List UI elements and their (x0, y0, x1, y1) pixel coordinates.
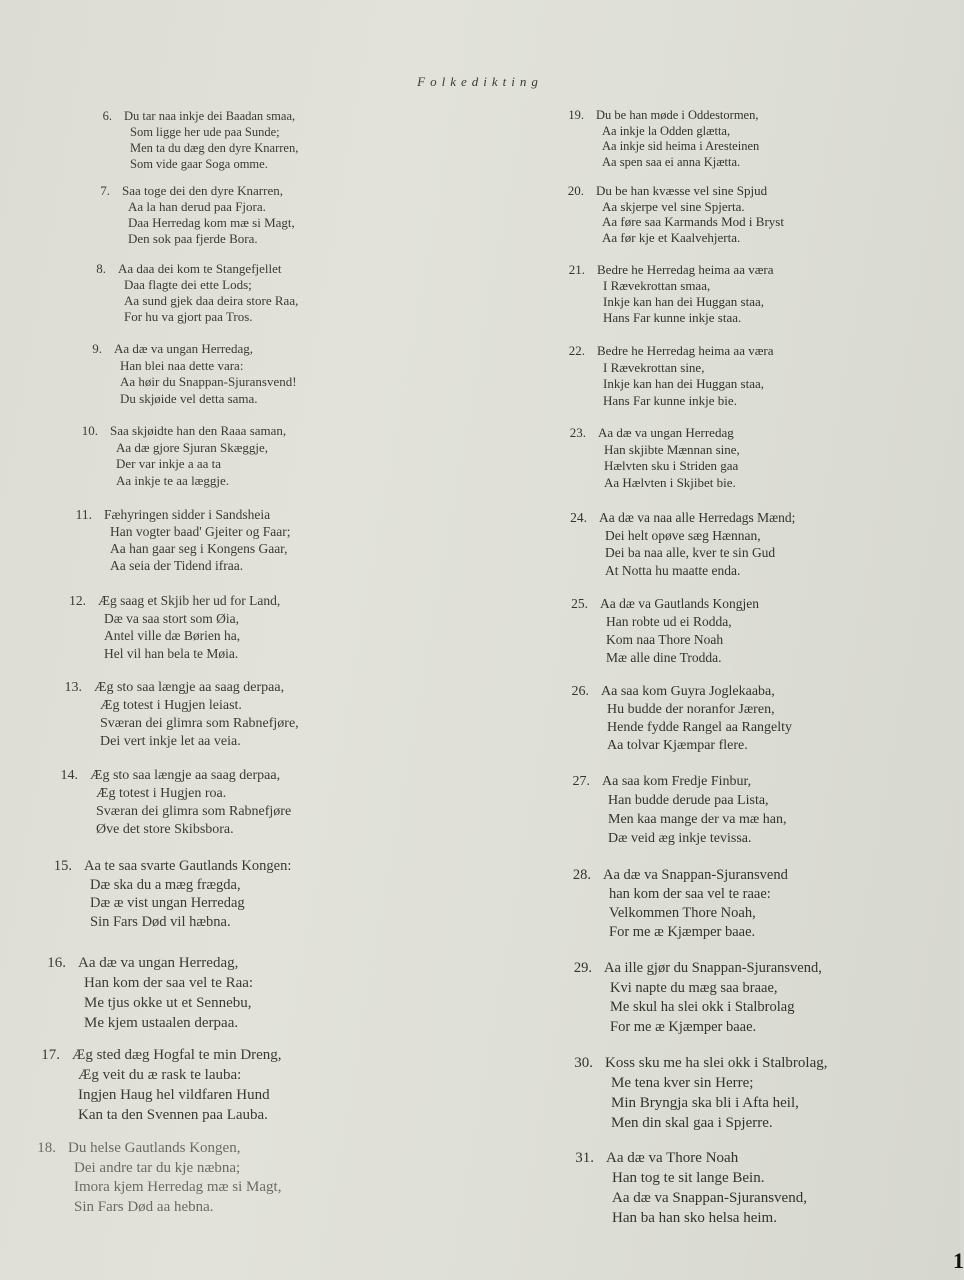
verse-line: Hans Far kunne inkje staa. (603, 310, 742, 325)
verse-line: Aa spen saa ei anna Kjætta. (602, 154, 741, 169)
stanza-number: 31. (575, 1150, 594, 1166)
verse-line: Der var inkje a aa ta (116, 456, 222, 471)
verse-line: Dei vert inkje let aa veia. (100, 734, 241, 749)
stanza-number: 17. (41, 1047, 60, 1063)
verse-line: Aa skjerpe vel sine Spjerta. (602, 198, 745, 214)
verse-line: Han robte ud ei Rodda, (606, 614, 732, 629)
verse-line: Aa dæ va ungan Herredag, (114, 341, 253, 356)
stanza-lines (110, 423, 286, 489)
verse-line: Æg sto saa længje aa saag derpaa, (94, 680, 285, 695)
verse-line: Aa dæ va Snappan-Sjuransvend (603, 867, 788, 883)
verse-line: Inkje kan han dei Huggan staa, (603, 294, 765, 309)
stanza-lines (104, 506, 291, 574)
stanza-lines (597, 343, 774, 409)
verse-line: Sin Fars Død aa hebna. (74, 1198, 214, 1215)
verse-line: Han vogter baad' Gjeiter og Faar; (110, 524, 291, 539)
verse-line: Dæ æ vist ungan Herredag (90, 895, 245, 911)
stanza-lines (124, 108, 298, 172)
verse-line: Du be han møde i Oddestormen, (596, 108, 759, 122)
stanza-number: 25. (571, 596, 588, 611)
verse-line: Bedre he Herredag heima aa væra (597, 343, 774, 358)
verse-line: Aa før kje et Kaalvehjerta. (602, 229, 741, 245)
stanza-lines (606, 1148, 807, 1228)
verse-line: Han ba han sko helsa heim. (612, 1210, 777, 1226)
verse-line: Aa han gaar seg i Kongens Gaar, (110, 541, 288, 556)
verse-line: Hende fydde Rangel aa Rangelty (607, 720, 793, 735)
stanza-number: 11. (75, 507, 92, 522)
stanza-number: 24. (570, 510, 587, 525)
verse-line: Aa saa kom Guyra Joglekaaba, (601, 684, 775, 699)
verse-line: Aa dæ va ungan Herredag, (78, 955, 239, 971)
verse-line: Øve det store Skibsbora. (96, 822, 234, 837)
verse-line: Dei andre tar du kje næbna; (74, 1159, 241, 1176)
verse-line: Dei ba naa alle, kver te sin Gud (605, 545, 776, 560)
verse-line: Ingjen Haug hel vildfaren Hund (78, 1087, 270, 1103)
stanza-lines (114, 341, 297, 407)
verse-line: Han kom der saa vel te Raa: (84, 975, 254, 991)
verse-line: Æg sted dæg Hogfal te min Dreng, (72, 1047, 282, 1063)
verse-line: Han tog te sit lange Bein. (612, 1170, 765, 1186)
verse-line: Den sok paa fjerde Bora. (128, 231, 258, 246)
verse-line: Aa la han derud paa Fjora. (128, 199, 266, 214)
verse-line: Me skul ha slei okk i Stalbrolag (610, 999, 795, 1015)
verse-line: Inkje kan han dei Huggan staa, (603, 376, 765, 391)
verse-line: Som ligge her ude paa Sunde; (130, 125, 280, 139)
verse-line: Sin Fars Død vil hæbna. (90, 913, 231, 930)
verse-line: Aa dæ va naa alle Herredags Mænd; (599, 510, 796, 525)
stanza-number: 28. (572, 867, 591, 883)
verse-line: Aa høir du Snappan-Sjuransvend! (120, 374, 297, 389)
stanza-lines (122, 183, 295, 247)
running-header: Folkedikting (417, 74, 543, 89)
stanza-number: 29. (573, 960, 592, 976)
verse-line: Hu budde der noranfor Jæren, (607, 702, 775, 717)
verse-line: Koss sku me ha slei okk i Stalbrolag, (605, 1055, 828, 1071)
verse-line: Aa sund gjek daa deira store Raa, (124, 293, 299, 308)
verse-line: Sværan dei glimra som Rabnefjøre, (100, 716, 299, 731)
stanza-number: 27. (572, 774, 590, 789)
stanza-number: 22. (568, 343, 585, 358)
verse-line: Han budde derude paa Lista, (608, 793, 769, 808)
stanza-lines (598, 425, 740, 491)
verse-line: Imora kjem Herredag mæ si Magt, (74, 1179, 282, 1195)
stanza-number: 23. (569, 425, 586, 440)
verse-line: At Notta hu maatte enda. (605, 562, 741, 578)
verse-line: Aa ille gjør du Snappan-Sjuransvend, (604, 960, 822, 976)
verse-line: Aa inkje sid heima i Aresteinen (602, 139, 760, 153)
stanza-number: 10. (81, 423, 98, 438)
verse-line: Han skjibte Mænnan sine, (604, 441, 740, 457)
verse-line: Fæhyringen sidder i Sandsheia (104, 507, 271, 522)
verse-line: I Rævekrottan smaa, (603, 278, 711, 293)
verse-line: Min Bryngja ska bli i Afta heil, (611, 1095, 799, 1111)
stanza-number: 21. (568, 262, 585, 277)
stanza-number: 16. (47, 955, 66, 971)
verse-line: Men ta du dæg den dyre Knarren, (130, 141, 299, 155)
stanza-number: 15. (53, 858, 72, 874)
verse-line: Aa dæ va Thore Noah (606, 1150, 739, 1166)
verse-line: Aa føre saa Karmands Mod i Bryst (602, 214, 784, 229)
stanza-lines (600, 595, 759, 667)
verse-line: Daa flagte dei ette Lods; (124, 277, 252, 292)
verse-line: Sværan dei glimra som Rabnefjøre (96, 804, 292, 819)
stanza-lines (78, 953, 253, 1033)
verse-line: For me æ Kjæmper baae. (609, 924, 756, 940)
stanza-lines (72, 1045, 282, 1125)
verse-line: Aa dæ va Snappan-Sjuransvend, (612, 1190, 807, 1206)
verse-line: Æg veit du æ rask te lauba: (78, 1067, 242, 1083)
stanza-lines (599, 509, 795, 579)
stanza-number: 8. (96, 261, 106, 276)
stanza-number: 6. (102, 109, 112, 123)
stanza-lines (596, 183, 784, 245)
stanza-number: 14. (60, 768, 78, 783)
verse-line: Aa inkje te aa læggje. (116, 472, 229, 488)
stanza-number: 13. (64, 680, 82, 695)
stanza-lines (601, 683, 792, 755)
stanza-lines (597, 262, 774, 326)
verse-line: Du skjøide vel detta sama. (120, 390, 258, 406)
verse-line: Hans Far kunne inkje bie. (603, 392, 737, 408)
stanza-lines (98, 592, 280, 662)
stanza-number: 18. (37, 1140, 56, 1156)
verse-line: Æg totest i Hugjen leiast. (100, 698, 242, 713)
verse-line: Saa toge dei den dyre Knarren, (122, 183, 283, 198)
stanza-number: 20. (567, 183, 584, 198)
verse-line: Du helse Gautlands Kongen, (68, 1140, 241, 1156)
verse-line: Kom naa Thore Noah (606, 632, 724, 647)
verse-line: Dei helt opøve sæg Hænnan, (605, 527, 761, 543)
verse-line: Me tena kver sin Herre; (611, 1075, 754, 1091)
verse-line: For hu va gjort paa Tros. (124, 309, 253, 324)
stanza-number: 7. (100, 183, 110, 198)
stanza-number: 30. (574, 1055, 593, 1071)
stanza-lines (90, 767, 291, 839)
verse-line: Aa daa dei kom te Stangefjellet (118, 261, 282, 276)
verse-line: Aa seia der Tidend ifraa. (110, 558, 244, 573)
stanza-number: 19. (568, 108, 584, 122)
verse-line: Me kjem ustaalen derpaa. (84, 1015, 239, 1031)
verse-line: Antel ville dæ Børien ha, (104, 628, 241, 643)
verse-line: Hælvten sku i Striden gaa (604, 458, 739, 473)
verse-line: Men din skal gaa i Spjerre. (611, 1115, 773, 1131)
stanza-lines (603, 866, 788, 942)
verse-line: Aa dæ va ungan Herredag (598, 425, 734, 440)
verse-line: Dæ va saa stort som Øia, (104, 610, 239, 626)
verse-line: Æg saag et Skjib her ud for Land, (98, 593, 281, 608)
stanza-lines (596, 108, 759, 170)
verse-line: Saa skjøidte han den Raaa saman, (110, 423, 287, 438)
verse-line: han kom der saa vel te raae: (609, 886, 771, 902)
stanza-lines (118, 261, 298, 325)
verse-line: Han blei naa dette vara: (120, 357, 244, 373)
verse-line: I Rævekrottan sine, (603, 359, 705, 375)
verse-line: Aa dæ gjore Sjuran Skæggje, (116, 439, 269, 455)
verse-line: Som vide gaar Soga omme. (130, 157, 268, 171)
stanza-number: 26. (571, 684, 589, 699)
stanza-lines (94, 679, 299, 751)
verse-line: Aa Hælvten i Skjibet bie. (604, 474, 736, 490)
verse-line: Men kaa mange der va mæ han, (608, 812, 787, 827)
verse-line: Me tjus okke ut et Sennebu, (84, 995, 252, 1011)
verse-line: Æg totest i Hugjen roa. (96, 786, 227, 801)
verse-line: Du tar naa inkje dei Baadan smaa, (124, 109, 296, 123)
verse-line: Kan ta den Svennen paa Lauba. (78, 1107, 268, 1123)
verse-line: Aa te saa svarte Gautlands Kongen: (84, 858, 292, 874)
verse-line: Mæ alle dine Trodda. (606, 650, 722, 665)
verse-line: For me æ Kjæmper baae. (610, 1018, 757, 1035)
stanza-lines (604, 959, 822, 1037)
verse-line: Æg sto saa længje aa saag derpaa, (90, 768, 281, 783)
verse-line: Kvi napte du mæg saa braae, (610, 979, 778, 996)
verse-line: Aa inkje la Odden glætta, (602, 123, 731, 138)
stanza-lines (84, 857, 291, 931)
verse-line: Hel vil han bela te Møia. (104, 645, 239, 661)
verse-line: Daa Herredag kom mæ si Magt, (128, 215, 295, 230)
stanza-lines (602, 772, 786, 848)
verse-line: Dæ ska du a mæg frægda, (90, 876, 241, 893)
verse-line: Aa dæ va Gautlands Kongjen (600, 596, 759, 611)
verse-line: Velkommen Thore Noah, (609, 905, 756, 921)
stanza-lines (605, 1053, 827, 1133)
verse-line: Du be han kvæsse vel sine Spjud (596, 183, 768, 198)
stanza-number: 9. (92, 341, 102, 356)
stanza-lines (68, 1139, 281, 1217)
page-number: 1 (953, 1248, 964, 1273)
verse-line: Dæ veid æg inkje tevissa. (608, 831, 752, 846)
stanza-number: 12. (69, 593, 86, 608)
verse-line: Aa tolvar Kjæmpar flere. (607, 738, 748, 753)
verse-line: Aa saa kom Fredje Finbur, (602, 774, 752, 789)
verse-line: Bedre he Herredag heima aa væra (597, 262, 774, 277)
